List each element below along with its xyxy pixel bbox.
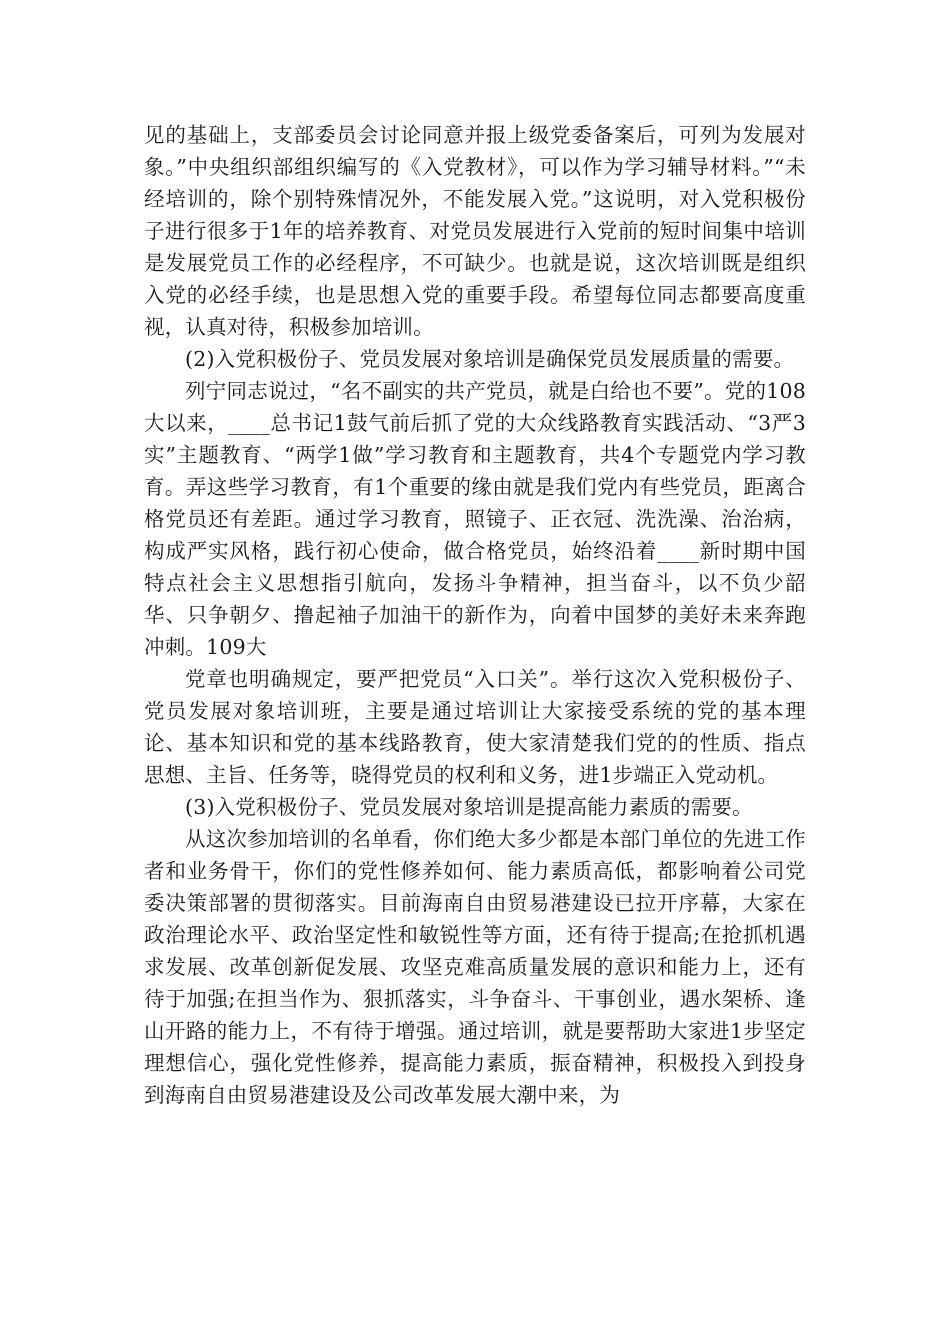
paragraph-2-heading: (2)入党积极份子、党员发展对象培训是确保党员发展质量的需要。 (185, 347, 795, 371)
paragraph-5-heading: (3)入党积极份子、党员发展对象培训是提高能力素质的需要。 (185, 795, 753, 819)
paragraph-6: 从这次参加培训的名单看，你们绝大多少都是本部门单位的先进工作者和业务骨干，你们的党性修养如何、能力素质高低，都影响着公司党委决策部署的贯彻落实。目前海南自由贸易港建设已拉开序幕，大家在政治理论水平、政治坚定性和敏锐性等方面，还有待于提高;在抢抓机遇求发展、改革创新促发展、攻坚克难高质量发展的意识和能力上，还有待于加强;在担当作为、狠抓落实，斗争奋斗、干事创业，遇水架桥、逢山开路的能力上，不有待于增强。通过培训，就是要帮助大家进1步坚定理想信心，强化党性修养，提高能力素质，振奋精神，积极投入到投身到海南自由贸易港建设及公司改革发展大潮中来，为 (144, 827, 806, 1107)
paragraph-3: 列宁同志说过，“名不副实的共产党员，就是白给也不要”。党的108大以来，____总书记1鼓气前后抓了党的大众线路教育实践活动、“3严3实”主题教育、“两学1做”学习教育和主题教育，共4个专题党内学习教育。弄这些学习教育，有1个重要的缘由就是我们党内有些党员，距离合格党员还有差距。通过学习教育，照镜子、正衣冠、洗洗澡、治治病，构成严实风格，践行初心使命，做合格党员，始终沿着____新时期中国特点社会主义思想指引航向，发扬斗争精神，担当奋斗，以不负少韶华、只争朝夕、撸起袖子加油干的新作为，向着中国梦的美好未来奔跑冲刺。109大 (144, 379, 806, 659)
paragraph-1: 见的基础上，支部委员会讨论同意并报上级党委备案后，可列为发展对象。”中央组织部组织编写的《入党教材》，可以作为学习辅导材料。”“未经培训的，除个别特殊情况外，不能发展入党。”这说明，对入党积极份子进行很多于1年的培养教育、对党员发展进行入党前的短时间集中培训是发展党员工作的必经程序，不可缺少。也就是说，这次培训既是组织入党的必经手续，也是思想入党的重要手段。希望每位同志都要高度重视，认真对待，积极参加培训。 (144, 123, 806, 339)
paragraph-4: 党章也明确规定，要严把党员“入口关”。举行这次入党积极份子、党员发展对象培训班，主要是通过培训让大家接受系统的党的基本理论、基本知识和党的基本线路教育，使大家清楚我们党的的性质、指点思想、主旨、任务等，晓得党员的权利和义务，进1步端正入党动机。 (144, 667, 806, 787)
document-body (144, 119, 806, 1111)
